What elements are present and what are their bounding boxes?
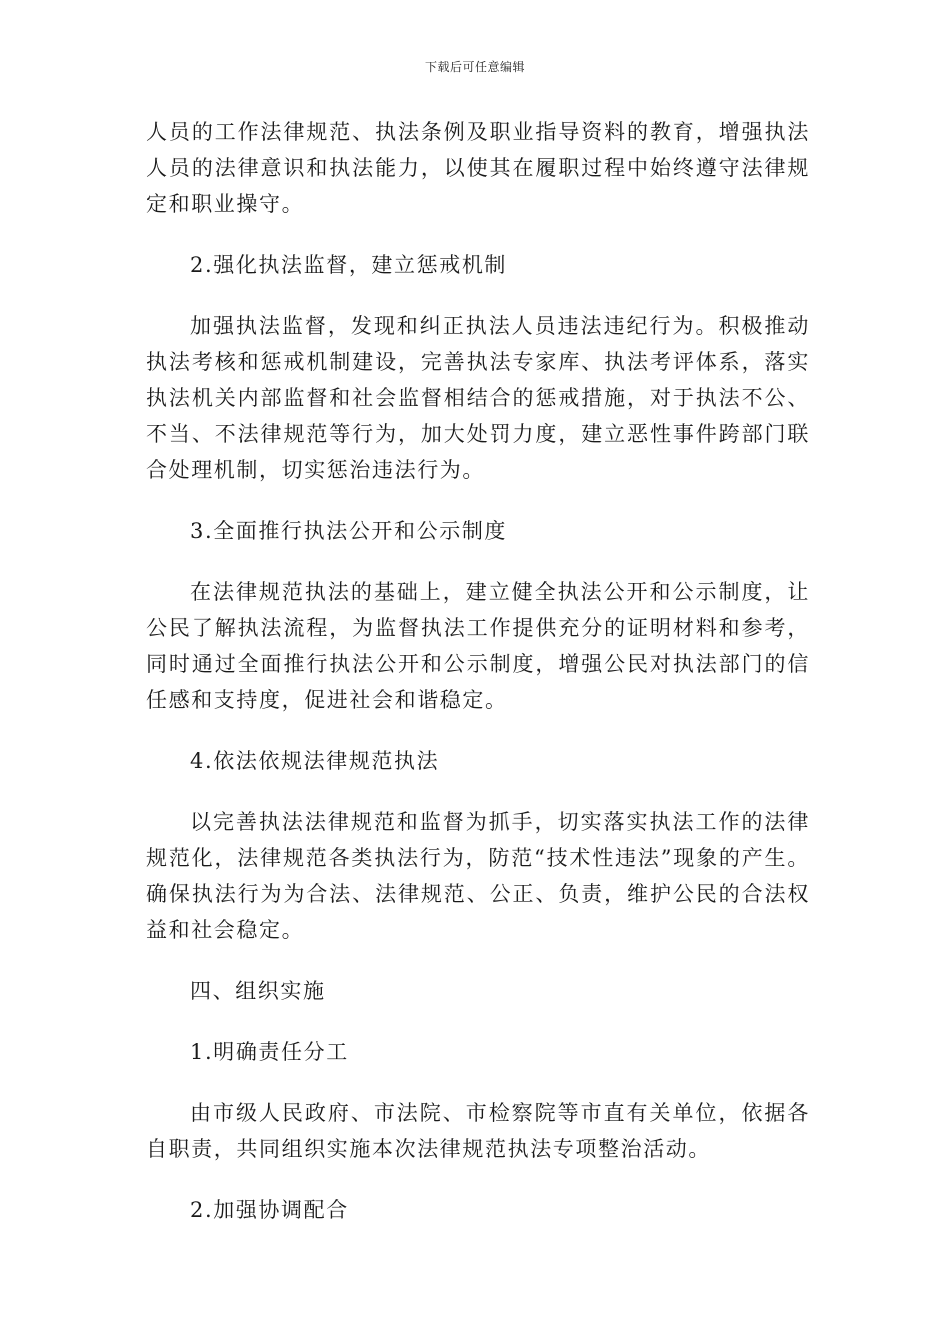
page-header: 下载后可任意编辑 <box>424 60 525 74</box>
section-heading-4: 4.依法依规法律规范执法 <box>190 749 440 773</box>
document-body <box>146 114 810 1228</box>
paragraph-responsibilities: 由市级人民政府、市法院、市检察院等市直有关单位，依据各自职责，共同组织实施本次法律规范执法专项整治活动。 <box>146 1101 810 1161</box>
paragraph-disclosure: 在法律规范执法的基础上，建立健全执法公开和公示制度，让公民了解执法流程，为监督执法工作提供充分的证明材料和参考，同时通过全面推行执法公开和公示制度，增强公民对执法部门的信任感和支持度，促进社会和谐稳定。 <box>146 580 810 712</box>
subsection-heading-1: 1.明确责任分工 <box>190 1040 349 1064</box>
paragraph-lawful-enforcement: 以完善执法法律规范和监督为抓手，切实落实执法工作的法律规范化，法律规范各类执法行为，防范“技术性违法”现象的产生。确保执法行为为合法、法律规范、公正、负责，维护公民的合法权益和社会稳定。 <box>146 810 810 942</box>
paragraph-supervision: 加强执法监督，发现和纠正执法人员违法违纪行为。积极推动执法考核和惩戒机制建设，完善执法专家库、执法考评体系，落实执法机关内部监督和社会监督相结合的惩戒措施，对于执法不公、不当、不法律规范等行为，加大处罚力度，建立恶性事件跨部门联合处理机制，切实惩治违法行为。 <box>146 314 810 482</box>
subsection-heading-2: 2.加强协调配合 <box>190 1198 349 1222</box>
paragraph-continued: 人员的工作法律规范、执法条例及职业指导资料的教育，增强执法人员的法律意识和执法能力，以使其在履职过程中始终遵守法律规定和职业操守。 <box>146 120 810 216</box>
chapter-heading-organization: 四、组织实施 <box>190 979 326 1003</box>
section-heading-3: 3.全面推行执法公开和公示制度 <box>190 519 508 543</box>
section-heading-2: 2.强化执法监督，建立惩戒机制 <box>190 253 508 277</box>
